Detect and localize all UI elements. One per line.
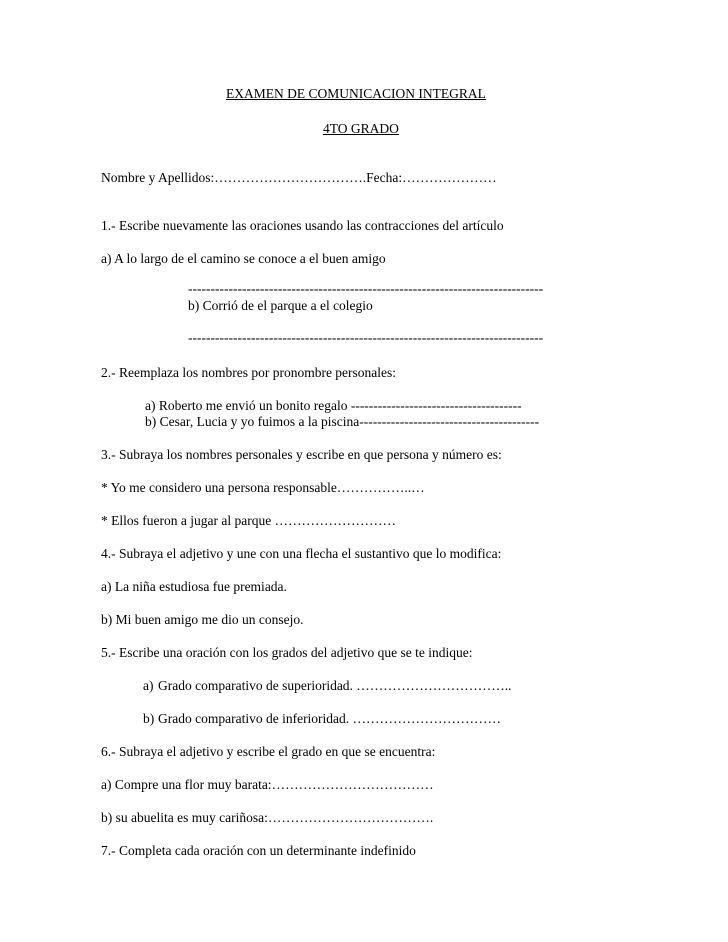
question-5-marker-a: a): [143, 678, 154, 693]
question-5-item-b: Grado comparativo de inferioridad. ……………………………: [158, 711, 502, 726]
question-5-marker-b: b): [143, 711, 155, 726]
question-6-item-b: b) su abuelita es muy cariñosa:……………………………….: [101, 810, 434, 825]
question-2-heading: 2.- Reemplaza los nombres por pronombre personales:: [101, 365, 397, 380]
question-4-heading: 4.- Subraya el adjetivo y une con una flecha el sustantivo que lo modifica:: [101, 546, 502, 561]
question-6-item-a: a) Compre una flor muy barata:………………………………: [101, 777, 434, 792]
question-3-heading: 3.- Subraya los nombres personales y escribe en que persona y número es:: [101, 447, 502, 462]
question-2-item-a: a) Roberto me envió un bonito regalo --------------------------------------: [145, 398, 522, 413]
exam-title: EXAMEN DE COMUNICACION INTEGRAL: [226, 86, 486, 101]
question-5-item-a: Grado comparativo de superioridad. ……………………………..: [158, 678, 512, 693]
question-7-heading: 7.- Completa cada oración con un determinante indefinido: [101, 843, 416, 858]
question-4-item-b: b) Mi buen amigo me dio un consejo.: [101, 612, 304, 627]
question-4-item-a: a) La niña estudiosa fue premiada.: [101, 579, 287, 594]
question-6-heading: 6.- Subraya el adjetivo y escribe el grado en que se encuentra:: [101, 744, 436, 759]
question-5-heading: 5.- Escribe una oración con los grados del adjetivo que se te indique:: [101, 645, 473, 660]
question-1-item-a: a) A lo largo de el camino se conoce a el buen amigo: [101, 251, 386, 266]
answer-line-1b: -------------------------------------------------------------------------------: [188, 330, 544, 345]
question-1-heading: 1.- Escribe nuevamente las oraciones usando las contracciones del artículo: [101, 218, 504, 233]
question-1-item-b: b) Corrió de el parque a el colegio: [188, 298, 373, 313]
question-3-item-b: * Ellos fueron a jugar al parque ………………………: [101, 513, 397, 528]
student-info-line: Nombre y Apellidos:…………………………….Fecha:…………………: [101, 170, 497, 185]
question-3-item-a: * Yo me considero una persona responsable……………..…: [101, 480, 425, 495]
answer-line-1a: -------------------------------------------------------------------------------: [188, 281, 544, 296]
grade-label: 4TO GRADO: [323, 121, 399, 136]
question-2-item-b: b) Cesar, Lucia y yo fuimos a la piscina----------------------------------------: [145, 414, 540, 429]
